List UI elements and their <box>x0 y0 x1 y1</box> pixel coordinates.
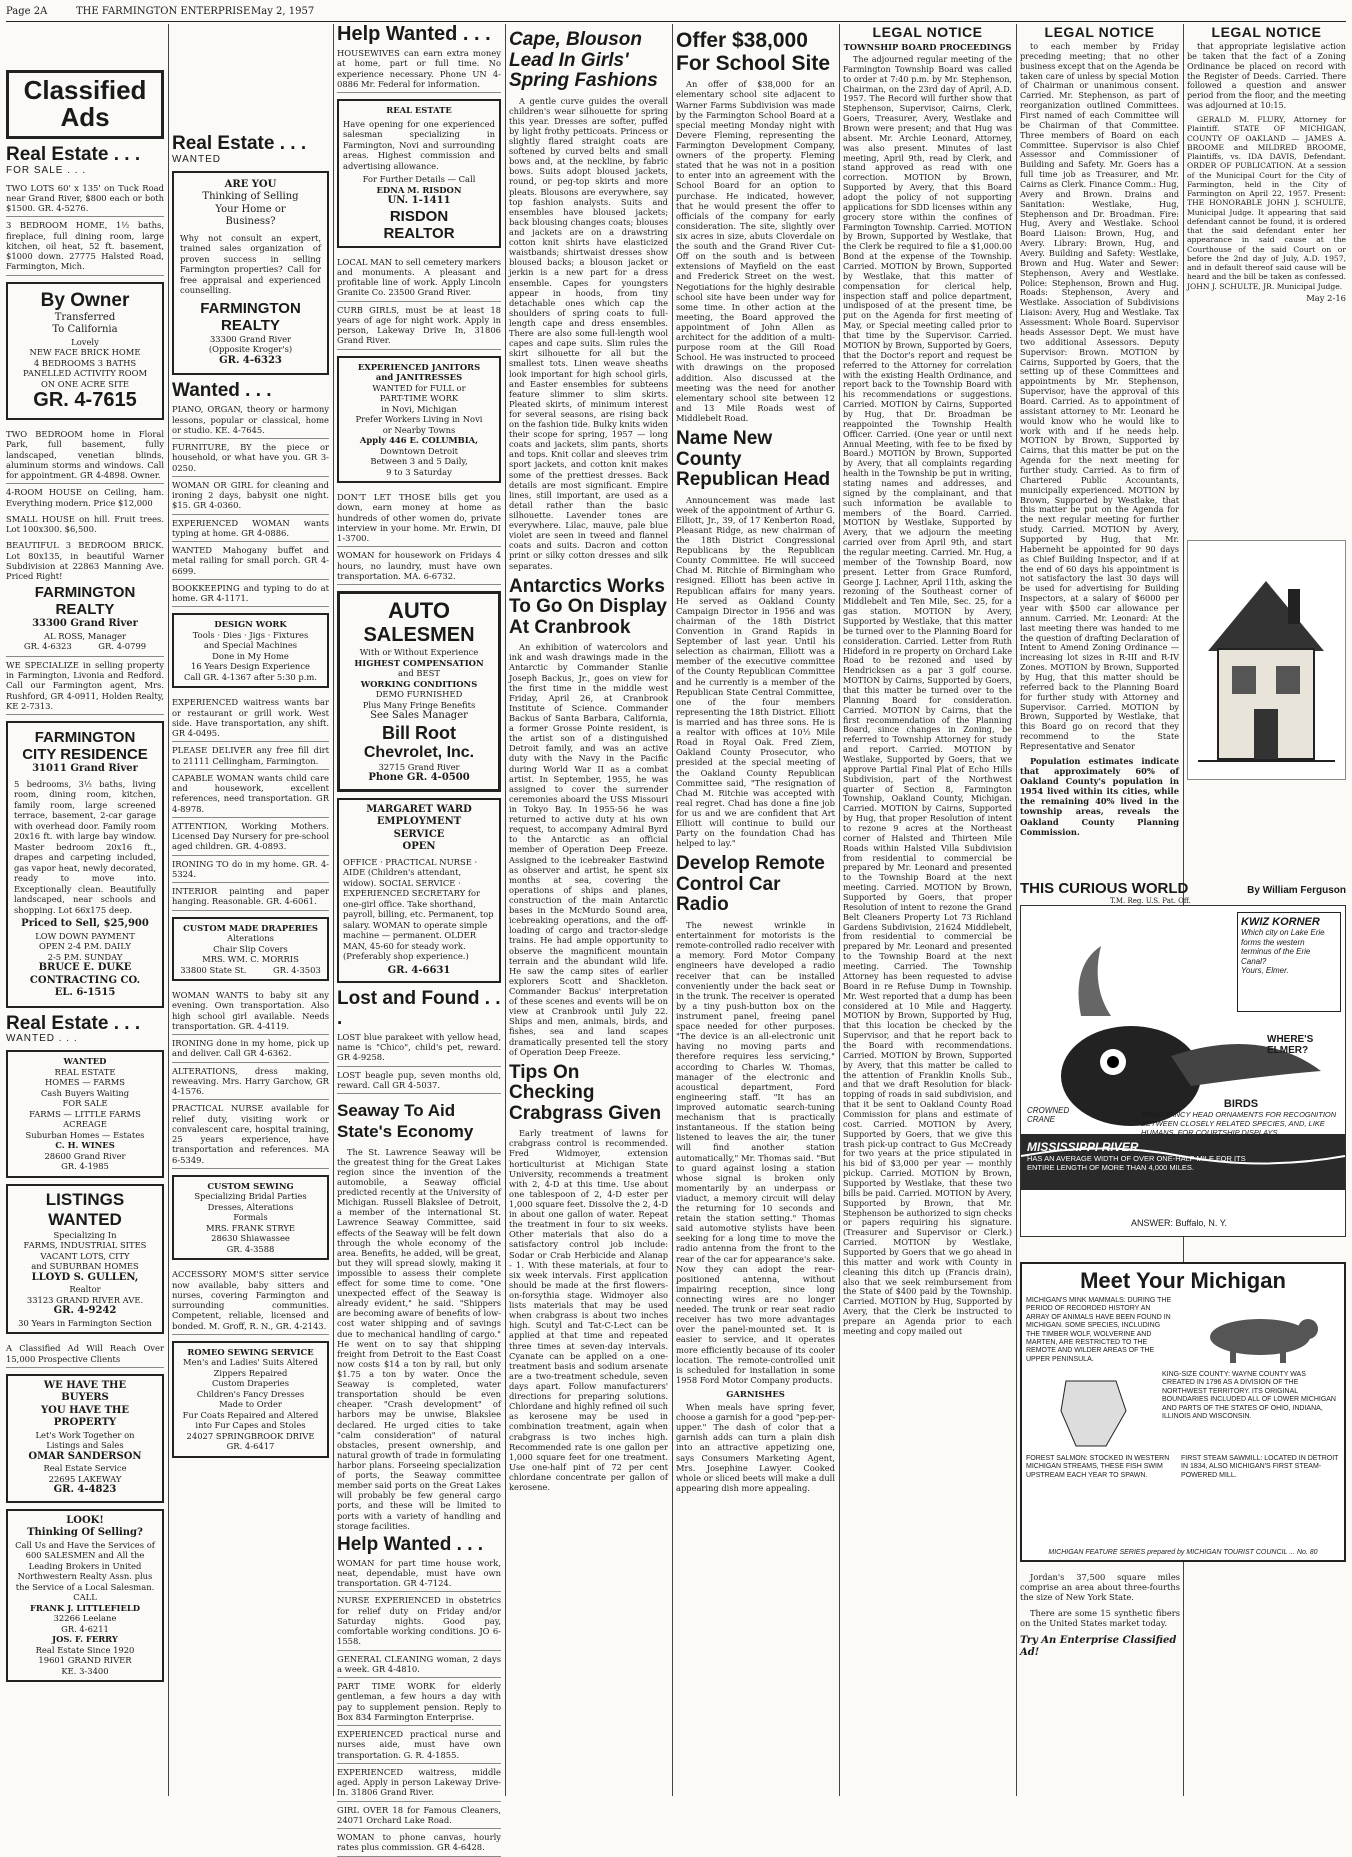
wines-ad: WANTED REAL ESTATE HOMES — FARMS Cash Buyers Waiting FOR SALE FARMS — LITTLE FARMS ACREAGE Suburban Homes — Estates C. H. WINES 28600 Grand River GR. 4-1985 <box>6 1050 164 1178</box>
classified-ad: EXPERIENCED waitress, middle aged. Apply in person Lakeway Drive-In. 31806 Grand River. <box>337 1764 501 1802</box>
classified-ad: WE SPECIALIZE in selling property in Farmington, Livonia and Redford. Call our Farmington agent, Mrs. Rushford, GR 4-0911, Holden Realty, KE 2-7313. <box>6 657 164 715</box>
section-head: Lost and Found . . . <box>337 988 501 1029</box>
classified-ad: CAPABLE WOMAN wants child care and housework, excellent references, need transportation. GR 4-8978. <box>172 770 329 818</box>
mammal-icon <box>1180 1297 1340 1367</box>
classified-ad: LOST blue parakeet with yellow head, name is "Chico", child's pet, reward. GR 4-9258. <box>337 1029 501 1067</box>
cartoon-answer: ANSWER: Buffalo, N. Y. <box>1131 1218 1228 1228</box>
classified-ad: TWO LOTS 60' x 135' on Tuck Road near Grand River, $800 each or both $1500. GR. 4-5276. <box>6 180 164 218</box>
car-radio-story: The newest wrinkle in entertainment for motorists is the remote-controlled radio receiver with a memory. Ford Motor Company engineers have developed a radio receiver that can be installed conveniently under the back seat or in the trunk. The receiver is operated by a tiny push-button box on the instrument panel, freeing panel space needed for other purposes. "The device is an all-electronic unit having no moving parts and therefore requires less servicing," according to Charles W. Thomas, manager of the electronic and acoustical department, Ford engineering staff. "It has an improved automatic search-tuning mechanism that is practically instantaneous. If the station being listened to leaves the air, the tuner will find another station automatically," Mr. Thomas said. "But to guard against losing a station whose signal is broken only momentarily by an underpass or viaduct, a memory circuit will delay the returning for 10 seconds and retain the station setting." Thomas said automotive stylists have been seeking for a long time to move the radio antenna from the front to the rear of the car for appearance's sake. Now they can adopt the rear-positioned antenna, without impairing reception, since long connecting wires are no longer needed. The trunk or rear seat radio receiver has two more advantages over the panel-mounted set. It is easier to service, and it operates more efficiently because of its cooler location. The remote-controlled unit is scheduled for installation in some 1958 Ford Motor Company products. <box>676 919 835 1385</box>
bottom-fillers: Jordan's 37,500 square miles comprise an area about three-fourths the size of New York State. There are some 15 synthetic fibers on the United States market today. Try An Enterprise Classified Ad! <box>1020 1572 1180 1659</box>
classified-ad: PRACTICAL NURSE available for relief duty, visiting work or convalescent care, hospital training, 25 years experience, have transportation and references. MA 6-5349. <box>172 1100 329 1169</box>
classified-ad: WOMAN OR GIRL for cleaning and ironing 2 days, babysit one night. $15. GR 4-0360. <box>172 477 329 515</box>
ad-code: May 2-16 <box>1306 292 1346 303</box>
house-illustration <box>1187 540 1346 780</box>
legal-column-6 <box>843 24 1012 1796</box>
river-fact: MISSISSIPPI RIVER HAS AN AVERAGE WIDTH OF OVER ONE-HALF MILE FOR ITS ENTIRE LENGTH OF MORE THAN 4,000 MILES. <box>1027 1140 1246 1172</box>
birds-fact: BIRDS WEAR FANCY HEAD ORNAMENTS FOR RECOGNITION BETWEEN CLOSELY RELATED SPECIES, AND, LIKE HUMANS, FOR COURTSHIP DISPLAYS. <box>1141 1098 1337 1137</box>
section-sub: WANTED <box>172 153 221 165</box>
risdon-ad: REAL ESTATE Have opening for one experienced salesman specializing in Farmington, Novi and surrounding areas. Highest commission and advertising allowance. For Further Details — Call EDNA M. RISDON UN. 1-1411 RISDON REALTOR <box>337 99 501 248</box>
classified-ad: WOMAN to phone canvas, hourly rates plus commission. GR 4-6428. <box>337 1829 501 1857</box>
garnish-story: When meals have spring fever, choose a garnish for a good "pep-per-upper." The dash of color that a garnish adds can turn a plain dish into an attractive appetizing one, says Consumers Marketing Agent, Mrs. Josephine Lawyer. Cooked whole or sliced beets will make a dull appearing dish more appealing. <box>676 1402 835 1493</box>
house-icon <box>1188 541 1345 779</box>
romeo-sewing-ad: ROMEO SEWING SERVICE Men's and Ladies' Suits Altered Zippers Repaired Custom Draperies Children's Fancy Dresses Made to Order Fur Coats Repaired and Altered into Fur Capes and Stoles 24027 SPRINGBROOK DRIVE GR. 4-6417 <box>172 1341 329 1458</box>
section-sub: WANTED . . . <box>6 1033 78 1045</box>
township-proceedings: The adjourned regular meeting of the Farmington Township Board was called to order at 7:40 p.m. by Mr. Stephenson, Chairman, on the 23rd day of April, A.D. 1957. The Record will further show that Stephenson, Supervisor, Cairns, Clerk, Goers, Treasurer, Avery, Westlake and Brown were present; and that Hug was absent. Mr. Archie Leonard, Attorney, was also present. Minutes of last meeting, April 9th, read by Clerk, and stand approved as read with one correction. MOTION by Brown, Supported by Avery, that this Board adopt the policy of not supporting applications for SDD licenses within any grocery store within the confines of Farmington Township. Carried. MOTION by Brown, Supported by Westlake, that the Clerk be required to file a $1,000.00 Bond at the expense of the Township. Carried. MOTION by Brown, Supported by Westlake, that this matter of compensation for clerical help, inspection staff and police department, undisposed of at the present time, be put on the Agenda for first meeting of May, or Special meeting called prior to that time by the Supervisor. Carried. MOTION by Brown, Supported by Goers, that the Doctor's report and request be referred to the Attorney for correlation with the existing Health Ordinance, and report back to the Township Board with his recommendations or suggestions. Carried. MOTION by Cairns, Supported by Hug, that Dr. Broadman be reappointed the Township Health Officer. Carried. (One year or until next Annual Meeting, with fee to be fixed by Board.) MOTION by Brown, Supported by Avery, that all complaints regarding health in the Township be put in writing, stating names and addresses, and signed by the complainant, and that such information be available to members of the Board. Carried. MOTION by Westlake, Supported by Avery, that we adjourn the meeting carried over from April 9th, and start the regular meeting. Carried. Mr. Hug, a member of the Township Board, now present. Letter from Grace Rumford, George J. Lachner, April 11th, asking the rezoning of the Southeast corner of Middlebelt and Ten Mile, Sec. 25, for a gas station. MOTION by Avery, Supported by Westlake, that this matter be turned over to the Planning Board for consideration. Carried. Letter from Ruth Hideford in re property on Orchard Lake Road to be rezoned and used by Hendricksen as a par 3 golf course. MOTION by Cairns, Supported by Goers, that this matter be turned over to the Planning Board for consideration. Carried. MOTION by Cairns, that the first recommendation of the Planning Board, since changes in Zoning, be referred to Township Attorney for study and report. Carried. MOTION by Westlake, Supported by Goers, that we approve Partial Final Plat of Echo Hills Subdivision, part of the Northwest quarter of Section 8, Farmington Township, Oakland County, Michigan. Carried. MOTION by Cairns, Supported by Hug, that proper Resolution of intent to rezone 9 acres at the Northeast corner of Halsted and Thirteen Mile Roads within Halsted Villa Subdivision from residential to commercial be prepared by Mr. Leonard and presented to the Township Board at the next meeting. Carried. MOTION by Brown, Supported by Goers, that proper Resolution of intent to rezone the Grand Belt Cleaners Property Lot 73 Richland Gardens Subdivision, 21624 Middlebelt, from residential to commercial be prepared by Mr. Leonard and presented to the Township Board at the next meeting. Carried. The Township Attorney has been requested to advise Board in re Refuse Dump in Township. Mr. West reported that a dump has been considered at 10 Mile and Haggerty. MOTION by Brown, Supported by Hug, that this location be checked by the Supervisor, and that he report back to the Board with recommendations. Carried. MOTION by Brown, Supported by Avery, that this matter be called to the attention of Franklin Knolls Sub., and that we draft Resolution for black-topping of roads in said subdivision, and that it be sent to Oakland County Road Commission for plans and estimate of cost. Carried. MOTION by Avery, Supported by Goers, that we give this trash pick-up contract to Gus McCready for two years at the price stipulated in his bid of $3,000 per year — monthly pickup. Carried. MOTION by Brown, Supported by Westlake, that these two bills be paid. Carried. MOTION by Avery, Supported by Brown, that Mr. Stephenson be authorized to sign checks or papers requiring his signature. (Treasurer and Supervisor or Clerk.) Carried. MOTION by Westlake, Supported by Goers that we go ahead in this matter and work with County in cleaning this ditch up (Francis drain), also that we seek reimbursement from the State of $400 paid by the Township. Carried. MOTION by Hug, Supported by Avery, that the Clerk be instructed to prepare an Agenda prior to each meeting and copy mailed out <box>843 54 1012 1336</box>
classified-ad: DON'T LET THOSE bills get you down, earn money at home as hundreds of other women do, private interview in your home. Mr. Erwin, DI 1-3700. <box>337 489 501 547</box>
legal-heading: LEGAL NOTICE <box>1211 24 1322 40</box>
city-residence-ad: FARMINGTON CITY RESIDENCE 31011 Grand River 5 bedrooms, 3½ baths, living room, dining room, kitchen, family room, large screened terrace, basement, 2-car garage with overhead door. Family room 20x16 ft. with large bay window. Master bedroom 20x16 ft., drapes and carpeting included, gas vapor heat, newly decorated, ready to move into. Exceptionally clean. Beautifully landscaped, near schools and shopping. Lot 66x175 deep. Priced to Sell, $25,900 LOW DOWN PAYMENT OPEN 2-4 P.M. DAILY 2-5 P.M. SUNDAY BRUCE E. DUKE CONTRACTING CO. EL. 6-1515 <box>6 721 164 1008</box>
classified-ad: TWO BEDROOM home in Floral Park, full basement, fully landscaped, venetian blinds, aluminum storms and windows. Call for appointment. GR 4-4898. Owner. <box>6 426 164 484</box>
legal-subheading: TOWNSHIP BOARD PROCEEDINGS <box>843 42 1012 52</box>
classified-ad: 3 BEDROOM HOME, 1½ baths, fireplace, full dining room, large kitchen, oil heat, 52 ft. basement, $1000 down. 27775 Halsted Road, Farmington, Mich. <box>6 217 164 275</box>
classified-promo: Try An Enterprise Classified Ad! <box>1020 1634 1177 1659</box>
curious-world-cartoon <box>1020 880 1346 1248</box>
classified-ad: IRONING done in my home, pick up and deliver. Call GR 4-6362. <box>172 1035 329 1063</box>
classified-ad: WOMAN WANTS to baby sit any evening. Own transportation. Also high school girl available. Needs transportation. GR. 4-4119. <box>172 987 329 1035</box>
section-head: Help Wanted . . . <box>337 23 491 45</box>
population-caption: Population estimates indicate that approximately 60% of Oakland County's population in 1954 lived within its cities, while the remaining 40% lived in the township areas, reveals the Oakland County Planning Commission. <box>1020 755 1179 837</box>
news-column-4 <box>509 24 668 1796</box>
section-head: Help Wanted . . . <box>337 1533 484 1555</box>
classified-ad: HOUSEWIVES can earn extra money at home, part or full time. No experience necessary. Phone UN 4-0886 Mr. Federal for information. <box>337 45 501 93</box>
classified-ad: A Classified Ad Will Reach Over 15,000 Prospective Clients <box>6 1340 164 1368</box>
farmington-realty-ad: FARMINGTON REALTY 33300 Grand River AL ROSS, Manager GR. 4-6323 GR. 4-0799 <box>6 584 164 657</box>
classified-ad: INTERIOR painting and paper hanging. Reasonable. GR. 4-6061. <box>172 883 329 911</box>
order-of-publication: GERALD M. FLURY, Attorney for Plaintiff. STATE OF MICHIGAN, COUNTY OF OAKLAND — JAMES A. BROOME and MILDRED BROOME, Plaintiffs, vs. IDA DAVIS, Defendant. ORDER OF PUBLICATION. At a session of the Municipal Court for the City of Farmington, held in the City of Farmington on April 22, 1957. Present: THE HONORABLE JOHN J. SCHULTE, Municipal Judge. It appearing that said defendant cannot be found, it is ordered that the said defendant enter her appearance in said cause at the Courthouse of the said Court on or before the 2nd day of July, A.D. 1957, and in default thereof said cause will be heard and the bill be taken as confessed. JOHN J. SCHULTE, JR. Municipal Judge. <box>1187 115 1346 291</box>
classified-ad: LOST beagle pup, seven months old, reward. Call GR 4-5037. <box>337 1067 501 1095</box>
legal-closing: that appropriate legislative action be taken that the fact of a Zoning Ordinance be placed on record with the Register of Deeds. Carried. There followed a question and answer period from the floor, and the meeting was adjourned at 10:15. <box>1187 41 1346 111</box>
auto-salesmen-ad: AUTO SALESMEN With or Without Experience HIGHEST COMPENSATION and BEST WORKING CONDITIONS DEMO FURNISHED Plus Many Fringe Benefits See Sales Manager Bill Root Chevrolet, Inc. 32715 Grand River Phone GR. 4-0500 <box>337 591 501 792</box>
classified-column-2 <box>172 24 329 1796</box>
classified-ad: PIANO, ORGAN, theory or harmony lessons, popular or classical, home or studio. KE. 4-7645. <box>172 401 329 439</box>
custom-sewing-ad: CUSTOM SEWING Specializing Bridal Parties Dresses, Alterations Formals MRS. FRANK STRYE 28630 Shiawassee GR. 4-3588 <box>172 1175 329 1261</box>
headline: Offer $38,000 For School Site <box>676 29 831 75</box>
classified-ad: WOMAN for part time house work, neat, dependable, must have own transportation. GR 4-7124. <box>337 1555 501 1593</box>
trademark: T.M. Reg. U.S. Pat. Off. <box>1110 897 1191 905</box>
design-work-ad: DESIGN WORK Tools · Dies · Jigs · Fixtures and Special Machines Done in My Home 16 Years Design Experience Call GR. 4-1367 after 5:30 p.m. <box>172 613 329 688</box>
classified-ad: BOOKKEEPING and typing to do at home. GR 4-1171. <box>172 580 329 608</box>
legal-column-8 <box>1187 24 1346 534</box>
classified-ad: BEAUTIFUL 3 BEDROOM BRICK. Lot 80x135, in beautiful Warner Subdivision at 22863 Manning Ave. Priced Right! <box>6 540 164 582</box>
legal-column-7 <box>1020 24 1179 894</box>
draperies-ad: CUSTOM MADE DRAPERIES Alterations Chair Slip Covers MRS. WM. C. MORRIS 33800 State St. GR. 4-3503 <box>172 917 329 982</box>
classified-ad: 4-ROOM HOUSE on Ceiling, ham. Everything modern. Price $12,000 <box>6 487 164 508</box>
meet-michigan-feature: Meet Your Michigan MICHIGAN'S MINK MAMMALS: DURING THE PERIOD OF RECORDED HISTORY AN ARRAY OF ANIMALS HAVE BEEN FOUND IN MICHIGAN. SOME SPECIES, INCLUDING THE TIMBER WOLF, WOLVERINE AND MARTEN, ARE RESTRICTED TO THE REMOTE AND WILDER AREAS OF THE UPPER PENINSULA. KING-SIZE COUNTY: WAYNE COUNTY WAS CREATED IN 1796 AS A DIVISION OF THE NORTHWEST TERRITORY. ITS ORIGINAL BOUNDARIES INCLUDED ALL OF LOWER MICHIGAN AND PARTS OF THE STATES OF OHIO, INDIANA, ILLINOIS AND WISCONSIN. FOREST SALMON: STOCKED IN WESTERN MICHIGAN STREAMS, THESE FISH SWIM UPSTREAM EACH YEAR TO SPAWN. FIRST STEAM SAWMILL: LOCATED IN DETROIT IN 1834, ALSO MICHIGAN'S FIRST STEAM-POWERED MILL. MICHIGAN FEATURE SERIES prepared by MICHIGAN TOURIST COUNCIL ... No. 80 <box>1020 1262 1346 1562</box>
antarctic-story: An exhibition of watercolors and ink and wash drawings made in the Antarctic by Commander Stanlie Joseph Backus, Jr., goes on view for the first time in the middle west Friday, April 26, at Cranbrook Institute of Science. Commander Backus of Santa Barbara, California, a former Grosse Pointe resident, is the artist son of a distinguished Detroit family, and was an active duty with the Navy in the Pacific during World War II as a combat artist. In September, 1955, he was assigned to cover the surrender ceremonies aboard the USS Missouri in Tokyo Bay. In 1955-56 he was returned to active duty at his own request, to accompany Admiral Byrd to the Antarctic as an official member of Operation Deep Freeze. Assigned to the icebreaker Eastwind as observer and artist, he spent six months at sea, covering the operations of ships and planes, construction of the main Antarctic bases in the McMurdo Sound area, icebreaking operations, and the off-loading of cargo and tractor-sledge trains. He had ample opportunity to observe the magnificent mountain terrain and the abundant wild life. He saw the camp sites of earlier explorers Scott and Shackleton. Commander Backus' interpretation of these scenes and events will be on view at Cranbrook until July 22. Ships and men, animals, birds, and fishes, sea and land scapes dramatically presented tell the story of Operation Deep Freeze. <box>509 642 668 1057</box>
republican-story: Announcement was made last week of the appointment of Arthur G. Elliott, Jr., 39, of 17 Kenberton Road, Pleasant Ridge, as new chairman of the 18th District Congressional Republicans by the Republican County Committee. He will succeed Chad M. Ritchie of Birmingham who resigned. Elliott has been active in Republican affairs for many years. He served as Oakland County Campaign Director in 1956 and was chairman of the 18th District Convention in Grand Rapids in September of last year. Until his selection as chairman, Elliott was a member of the executive committee of the County Republican Committee and he currently is a member of the Republican State Central Committee, one of the four members representing the 18th District. Elliott is married and has three sons. He is a realtor with offices at 10½ Mile Road in Royal Oak. Fred Ziem, Oakland County Prosecutor, who presided at the special meeting of the Oakland County Republican Committee said, "The resignation of Chad M. Ritchie was accepted with real regret. Chad has done a fine job for us and we are confident that Art Elliott will continue to build our Party on the foundation Chad has helped to lay." <box>676 494 835 849</box>
crabgrass-story: Early treatment of lawns for crabgrass control is recommended. Fred Widmoyer, extension horticulturist at Michigan State University, recommends a treatment with 2, 4-D at this time. Use about one tablespoon of 2, 4-D ester per 1,000 square feet. Dissolve the 2, 4-D in about one gallon of water. Repeat the treatment in four to six weeks. Other materials that also do a satisfactory control job include: Sodar or Crab Herbicide and Alanap - 1. With these materials, at four to six week intervals. First application should be made at the first flowers-on-forsythia stage. Widmoyer also lists materials that may be used when crabgrass is about two inches high. Scutyl and Tat-C-Lect can be applied at that time and repeated three times at seven-day intervals. Cyanate can be applied on a one-treatment basis and sodium arsenate are a two-treatment schedule, seven days apart. Follow manufacturers' directions for preparing solutions. Chlordane and highly refined oil such as kerosene may be used in combination treatment, again when crabgrass is two inches high. Recommended rate is one gallon per 1,000 square feet for one treatment. Use one-half pint of 72 per cent chlordane concentrate per gallon of kerosene. <box>509 1128 668 1493</box>
feature-title: Meet Your Michigan <box>1080 1268 1286 1293</box>
cartoon-byline: By William Ferguson <box>1247 885 1346 896</box>
classified-ad: WOMAN for housework on Fridays 4 hours, no laundry, must have own transportation. MA. 6-6732. <box>337 547 501 585</box>
janitors-ad: EXPERIENCED JANITORS and JANITRESSES WANTED for FULL or PART-TIME WORK in Novi, Michigan Prefer Workers Living in Novi or Nearby Towns Apply 446 E. COLUMBIA, Downtown Detroit Between 3 and 5 Daily, 9 to 3 Saturday <box>337 356 501 484</box>
sanderson-ad: WE HAVE THE BUYERS YOU HAVE THE PROPERTY Let's Work Together on Listings and Sales OMAR SANDERSON Real Estate Service 22695 LAKEWAY GR. 4-4823 <box>6 1374 164 1503</box>
classified-ad: ACCESSORY MOM'S sitter service now available, baby sitters and nurses, covering Farmington and surrounding communities. Competent, reliable, licensed and bonded. M. Groff, R. N., GR. 4-2143. <box>172 1266 329 1335</box>
banner-title: Classified Ads <box>23 75 147 133</box>
michigan-map-icon <box>1026 1371 1156 1451</box>
classified-ad: PLEASE DELIVER any free fill dirt to 21111 Cellingham, Farmington. <box>172 742 329 770</box>
littlefield-ad: LOOK! Thinking Of Selling? Call Us and Have the Services of 600 SALESMEN and All the Leading Brokers in United Northwestern Realty Assn. plus the Service of a Local Salesman. CALL FRANK J. LITTLEFIELD 32266 Leelane GR. 4-6211 JOS. F. FERRY Real Estate Since 1920 19601 GRAND RIVER KE. 3-3400 <box>6 1509 164 1683</box>
page-number: Page 2A <box>6 6 48 17</box>
section-sub: FOR SALE . . . <box>6 164 87 176</box>
seaway-story: The St. Lawrence Seaway will be the greatest thing for the Great Lakes region since the invention of the automobile, a Seaway official predicted recently at the University of Michigan. Russell Blakslee of Detroit, a member of the international St. Lawrence Seaway Committee, said effects of the Seaway will be felt down through the whole economy of the area. Benefits, he added, will be great, but they will spread slowly, making it impossible to assess their complete effect for some time to come. "One unexpected effect of the Seaway is already evident," he said. "Shippers are becoming aware of benefits of low-cost water shipping and of savings due to mechanical handling of cargo." He went on to say that shipping freight from Detroit to the East Coast now costs $14 a ton by rail, but only $1.75 a ton by water. Once the Seaway is completed, water transportation should be even cheaper. "Crash development" of harbors may be unwise, Blakslee declared. He urged cities to take "calm consideration" of natural obstacles, present ownership, and natural growth of trade in formulating harbor plans. Forseeing specialization of ports, the Seaway committee member said ports on the Great Lakes will probably be few general cargo ports, and these will be limited to ports with a variety of handling and storage facilities. <box>337 1146 501 1531</box>
section-head: Real Estate . . . <box>6 143 141 165</box>
headline: Name New County Republican Head <box>676 428 831 491</box>
legal-continued: to each member by Friday preceding meeting; that no other business except that on the Agenda be taken care of unless by special Motion of Chairman or unanimous consent. Carried. Mr. Stephenson, as part of reorganization outlined Committees. First named of each Committee will be Chairman of that Committee. Three members of Board on each Committee. Supervisor is also Chief Assessor and Commissioner of Building and Safety. Mr. Goers has a full time job as Treasurer, and Mr. Cairns as Clerk. Finance Comm.: Hug, Avery and Brown. Drains and Sanitation: Westlake, Hug, Stephenson and Dr. Broadman. Fire: Hug, Avery and Westlake. School Board Liaison: Brown, Hug, and Avery. Library: Brown, Hug, and Avery. Building and Safety: Westlake, Brown and Hug. Water and Sewer: Stephenson, Avery and Westlake. Police: Stephenson, Brown and Hug. Roads: Stephenson, Avery and Westlake. Association of Subdivisions Liaison: Avery, Hug and Westlake. Tax Assessment: Whole Board. Supervisor heads Assessor Dept. We must have two additional Assessors. Deputy Supervisor: Brown. MOTION by Cairns, Supported by Goers, that the setting up of these Committees and appointments by Mr. Stephenson, Supervisor, have the approval of this Board. Carried. As to appointment of assistant attorney to Mr. Leonard he would know who he would like to work with and if he needs help. MOTION by Brown, Supported by Cairns, that this matter be put on the Agenda for the next meeting for further study. Carried. As to firm of Chartered Public Accountants, municipally experienced. MOTION by Brown, Supported by Westlake, that this matter be put on the Agenda for the next regular meeting for further study. Carried. MOTION by Avery, Supported by Hug, that Mr. Haberneht be appointed for 90 days as Chief Building Inspector, and if at the end of 60 days his appointment is not satisfactory the last 30 days will be used for advertising for Building Inspectors, at a salary of $6000 per year with $500 car allowance per annum. Carried. Mr. Leonard: At the last meeting there was handed to me the question of drafting Declaration of Intent to Amend Zoning Ordinance — increasing lot sizes in R-III and R-IV Zones. MOTION by Brown, Supported by Hug, that this matter should be referred back to the Planning Board for further study with Attorney and Supervisor. Carried. MOTION by Brown, Supported by Westlake, that this Board go on record that they recommend to the State Representative and Senator <box>1020 41 1179 752</box>
cartoon-title: THIS CURIOUS WORLD <box>1020 880 1189 897</box>
listings-wanted-ad: LISTINGS WANTED Specializing In FARMS, INDUSTRIAL SITES VACANT LOTS, CITY and SUBURBAN HOMES LLOYD S. GULLEN, Realtor 33123 GRAND RIVER AVE. GR. 4-9242 30 Years in Farmington Section <box>6 1184 164 1335</box>
news-column-5 <box>676 24 835 1796</box>
headline: Develop Remote Control Car Radio <box>676 853 825 916</box>
classified-ad: ATTENTION, Working Mothers. Licensed Day Nursery for pre-school aged children. GR. 4-0893. <box>172 818 329 856</box>
classified-ad: EXPERIENCED waitress wants bar or restaurant or grill work. West side. Have transportation, any shift. GR 4-0495. <box>172 694 329 742</box>
section-head: Real Estate . . . <box>6 1012 141 1034</box>
classified-ad: EXPERIENCED practical nurse and nurses aide, must have own transportation. G. R. 4-1855. <box>337 1726 501 1764</box>
classified-ad: WANTED Mahogany buffet and metal railing for small porch. GR 4-6699. <box>172 542 329 580</box>
legal-heading: LEGAL NOTICE <box>1044 24 1155 40</box>
issue-date: May 2, 1957 <box>251 6 315 17</box>
where-elmer: WHERE'S ELMER? <box>1267 1034 1314 1056</box>
fashion-story: A gentle curve guides the overall children's wear silhouette for spring this year. Dresses are softer, puffed by light frothy petticoats. Princess or slightly flared straight coats are softened by curved belts and small bows and, at the neckline, by fabric bows. Suits adopt bloused jackets, round, or peg-top skirts and more pleats. Blousons are everywhere, say top fashion analysts. Suits and ensembles have bloused jackets; back blousing changes coats; blouses and jackets are on a drawstring cotton knit shirts have elasticized waistbands; shirtwaist dresses show bloused backs; a blouson jacket or jerkin is a new part for a dress ensemble. Capes for youngsters appear in hoods, from tiny detachable ones which cap the shoulders of spring coats to full-length cape and dress ensembles. There are also some full-length wool capes and cape suits. Slim rules the skirt silhouette for all but the smallest tots. Linen weave sheaths look important for high school girls, and Easter ensembles for subteens feature slimmer to slim skirts. Pleated skirts, of minimum interest for several seasons, are rising back on the fashion tide. Bulky knits widen their scope for spring, 1957 — long coats and jackets, slim pants, shorts and tops. Knit collar and sleeves trim sport jackets, and cotton knit makes some of the prettiest dresses. Back details are most significant. Empire lines, still important, are used as a detail rather than the basic silhouette. Lavender tones are everywhere. Lilac, mauve, pale blue violet are seen in tweed and flannel coats and suits. Dacron and cotton print or silky cotton dresses and silk separates. <box>509 95 668 571</box>
section-head: Real Estate . . . <box>172 133 307 154</box>
classified-ad: LOCAL MAN to sell cemetery markers and monuments. A pleasant and profitable line of work. Apply Lincoln Granite Co. 23500 Grand River. <box>337 254 501 302</box>
classified-ad: GENERAL CLEANING woman, 2 days a week. GR 4-4810. <box>337 1651 501 1679</box>
feature-footer: MICHIGAN FEATURE SERIES prepared by MICHIGAN TOURIST COUNCIL ... No. 80 <box>1048 1549 1318 1556</box>
margaret-ward-ad: MARGARET WARD EMPLOYMENT SERVICE OPEN OFFICE · PRACTICAL NURSE · AIDE (Children's attendant, widow). SOCIAL SERVICE · EXPERIENCED SECRETARY for one-girl office. Take shorthand, payroll, billing, etc. Permanent, top salary. WOMAN to operate simple machine — permanent. OLDER MAN, 45-60 for steady work. (Preferably shop experience.) GR. 4-6631 <box>337 798 501 984</box>
kwiz-korner: KWIZ KORNER Which city on Lake Erie forms the western terminus of the Erie Canal? Yours, Elmer. <box>1237 912 1341 1012</box>
classified-ad: PART TIME WORK for elderly gentleman, a few hours a day with pay to supplement pension. Reply to Box 834 Farmington Enterprise. <box>337 1678 501 1726</box>
classified-banner <box>6 70 164 139</box>
legal-heading: LEGAL NOTICE <box>872 24 983 40</box>
classified-ad: NURSE EXPERIENCED in obstetrics for relief duty on Friday and/or Saturday nights. Good pay, comfortable working conditions. JO 6-1558. <box>337 1592 501 1650</box>
crane-label: CROWNED CRANE <box>1027 1106 1070 1124</box>
headline: Seaway To Aid State's Economy <box>337 1101 474 1142</box>
headline: Tips On Checking Crabgrass Given <box>509 1061 662 1124</box>
classified-ad: EXPERIENCED WOMAN wants typing at home. GR 4-0886. <box>172 515 329 543</box>
classified-ad: SMALL HOUSE on hill. Fruit trees. Lot 100x300. $6,500. <box>6 513 164 535</box>
headline: Cape, Blouson Lead In Girls' Spring Fashions <box>509 29 658 92</box>
classified-ad: IRONING TO do in my home. GR. 4-5324. <box>172 856 329 884</box>
section-head: Wanted . . . <box>172 380 272 402</box>
classified-ad: ALTERATIONS, dress making, reweaving. Mrs. Harry Garchow, GR 4-1576. <box>172 1063 329 1101</box>
help-wanted-column <box>337 23 501 1853</box>
are-you-selling-ad: ARE YOU Thinking of Selling Your Home or Business? Why not consult an expert, trained sales organization of proven success in selling Farmington properties? Call for free appraisal and experienced counselling. FARMINGTON REALTY 33300 Grand River (Opposite Kroger's) GR. 4-6323 <box>172 171 329 376</box>
school-site-story: An offer of $38,000 for an elementary school site adjacent to Warner Farms Subdivision was made by the Farmington School Board at a special meeting Monday night with Devere Fleming, representing the Farmington Development Company, owners of the property. Fleming stated that he was not in a position to enter into an agreement with the School Board for an option to purchase. He indicated, however, that he would present the offer to officials of the company for early consideration. The site, slightly over six acres in size, abuts Cloverdale on the south and the Grand River Cut-Off on the south and is between extensions of Mayfield on the east and Frederick Street on the west. Negotiations for the highly desirable school site have been under way for some time. In other action at the meeting, the Board approved the appointment of John Allen as architect for the addition of a multi-purpose room at the Gill Road School. He was instructed to proceed with drawings on the proposed addition. Also discussed at the meeting was the need for another elementary school site between 12 and 13 Mile Roads west of Middlebelt Road. <box>676 79 835 423</box>
garnish-head: GARNISHES <box>726 1389 785 1400</box>
masthead <box>6 2 1346 22</box>
classified-ad: FURNITURE, BY the piece or household, or what have you. GR 3-0250. <box>172 439 329 477</box>
paper-name: THE FARMINGTON ENTERPRISE <box>76 6 251 17</box>
classified-ad: CURB GIRLS, must be at least 18 years of age for night work. Apply in person, Lakeway Drive In, 31806 Grand River. <box>337 302 501 350</box>
by-owner-ad: By Owner Transferred To California Lovely NEW FACE BRICK HOME 4 BEDROOMS 3 BATHS PANELLED ACTIVITY ROOM ON ONE ACRE SITE GR. 4-7615 <box>6 282 164 421</box>
headline: Antarctics Works To Go On Display At Cranbrook <box>509 575 667 638</box>
classified-column-1 <box>6 24 164 1796</box>
classified-ad: GIRL OVER 18 for Famous Cleaners, 24071 Orchard Lake Road. <box>337 1802 501 1830</box>
